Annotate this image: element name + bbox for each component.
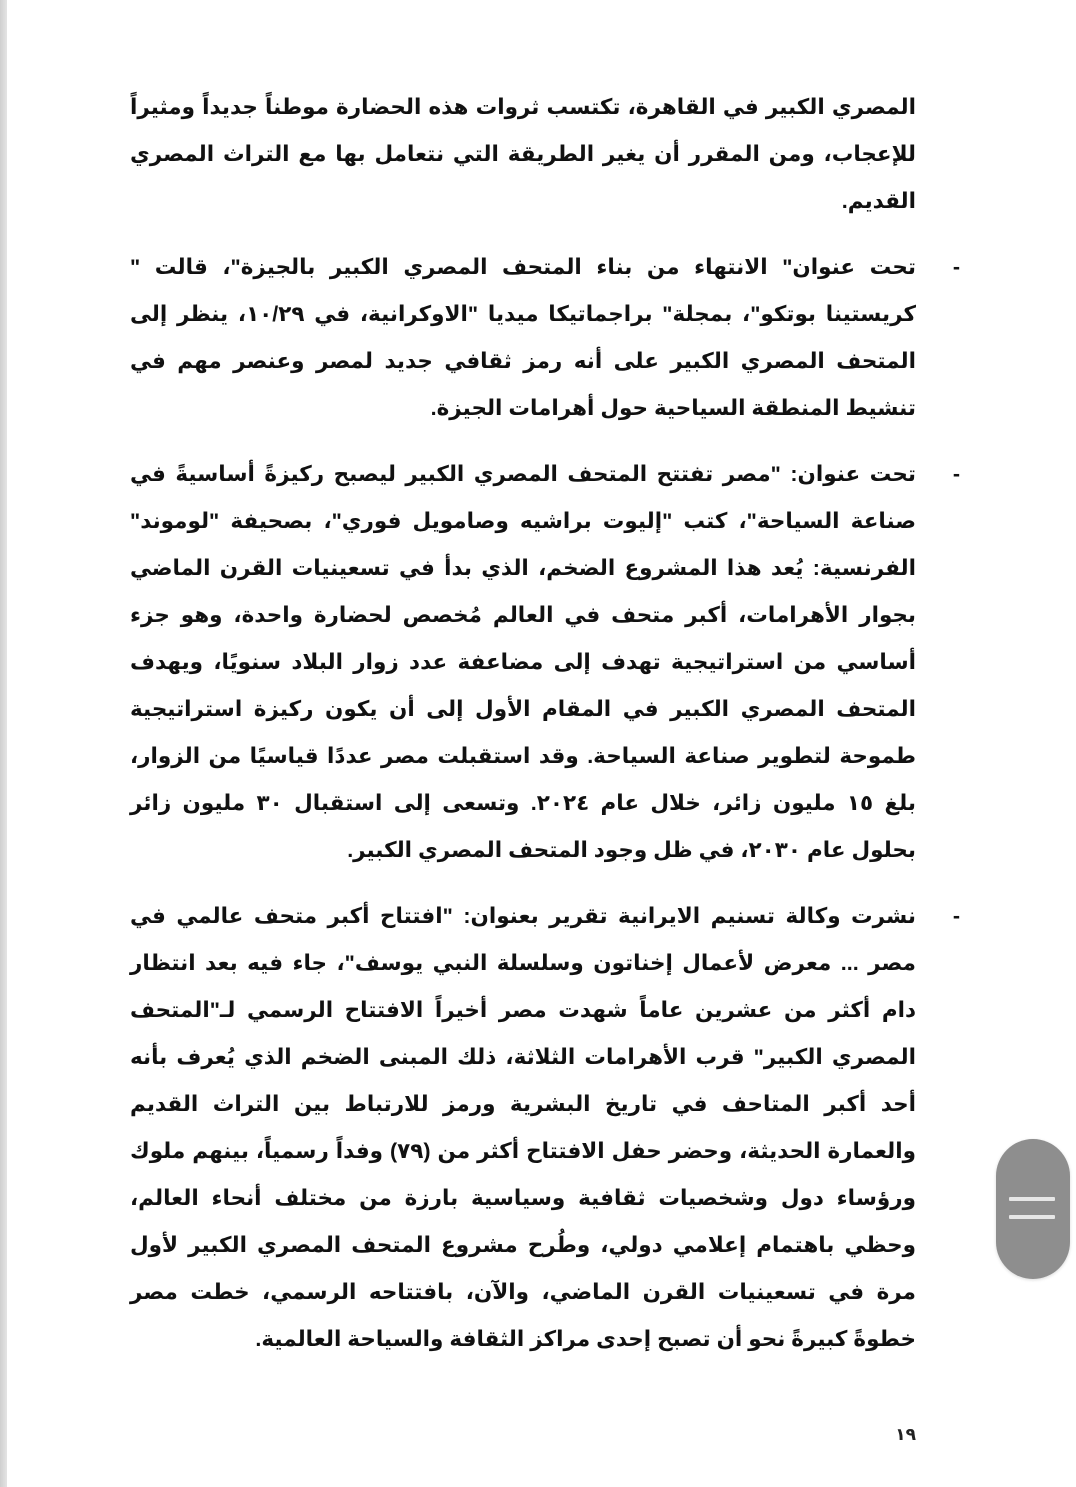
drag-handle-icon (1009, 1197, 1055, 1201)
bullet-item (130, 451, 960, 874)
bullet-item (130, 893, 960, 1363)
bullet-text: نشرت وكالة تسنيم الايرانية تقرير بعنوان: "افتتاح أكبر متحف عالمي في مصر ... معرض لأعمال إخناتون وسلسلة النبي يوسف"، جاء فيه بعد انتظار دام أكثر من عشرين عاماً شهدت مصر أخيراً الافتتاح الرسمي لـ"المتحف المصري الكبير" قرب الأهرامات الثلاثة، ذلك المبنى الضخم الذي يُعرف بأنه أحد أكبر المتاحف في تاريخ البشرية ورمز للارتباط بين التراث القديم والعمارة الحديثة، وحضر حفل الافتتاح أكثر من (٧٩) وفداً رسمياً، بينهم ملوك ورؤساء دول وشخصيات ثقافية وسياسية بارزة من مختلف أنحاء العالم، وحظي باهتمام إعلامي دولي، وطُرح مشروع المتحف المصري الكبير لأول مرة في تسعينيات القرن الماضي، والآن، بافتتاحه الرسمي، خطت مصر خطوةً كبيرةً نحو أن تصبح إحدى مراكز الثقافة والسياحة العالمية. (130, 904, 916, 1351)
page-number: ١٩ (895, 1425, 916, 1445)
page-edge-shadow (0, 0, 7, 1487)
bullet-dash-icon: - (952, 462, 960, 486)
document-body (130, 84, 960, 1487)
scroll-handle[interactable] (996, 1139, 1070, 1279)
bullet-text: تحت عنوان" الانتهاء من بناء المتحف المصري الكبير بالجيزة"، قالت " كريستينا بوتكو"، بمجلة" براجماتيكا ميديا "الاوكرانية، في ١٠/٢٩، ينظر إلى المتحف المصري الكبير على أنه رمز ثقافي جديد لمصر وعنصر مهم في تنشيط المنطقة السياحية حول أهرامات الجيزة. (130, 255, 916, 420)
bullet-dash-icon: - (952, 255, 960, 279)
bullet-dash-icon: - (952, 904, 960, 928)
bullet-item (130, 244, 960, 432)
opening-paragraph: المصري الكبير في القاهرة، تكتسب ثروات هذه الحضارة موطناً جديداً ومثيراً للإعجاب، ومن المقرر أن يغير الطريقة التي نتعامل بها مع التراث المصري القديم. (130, 95, 916, 213)
document-page (7, 0, 1076, 1487)
bullet-text: تحت عنوان: "مصر تفتتح المتحف المصري الكبير ليصبح ركيزةً أساسيةً في صناعة السياحة"، كتب "إليوت براشيه وصامويل فوري"، بصحيفة "لوموند" الفرنسية: يُعد هذا المشروع الضخم، الذي بدأ في تسعينيات القرن الماضي بجوار الأهرامات، أكبر متحف في العالم مُخصص لحضارة واحدة، وهو جزء أساسي من استراتيجية تهدف إلى مضاعفة عدد زوار البلاد سنويًا، ويهدف المتحف المصري الكبير في المقام الأول إلى أن يكون ركيزة استراتيجية طموحة لتطوير صناعة السياحة. وقد استقبلت مصر عددًا قياسيًا من الزوار، بلغ ١٥ مليون زائر، خلال عام ٢٠٢٤. وتسعى إلى استقبال ٣٠ مليون زائر بحلول عام ٢٠٣٠، في ظل وجود المتحف المصري الكبير. (130, 462, 916, 862)
drag-handle-icon (1009, 1215, 1055, 1219)
